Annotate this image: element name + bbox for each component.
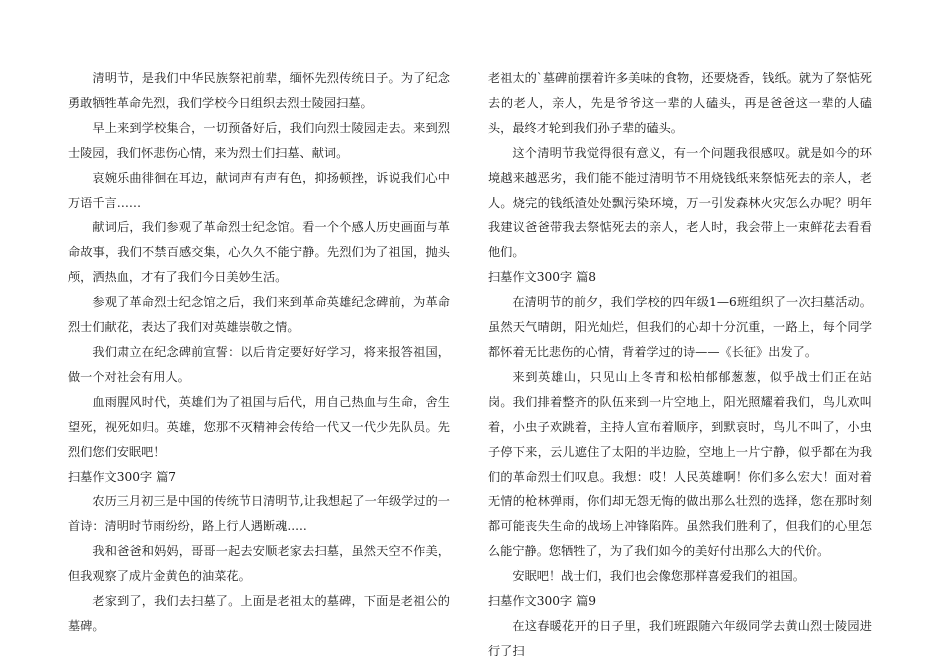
paragraph: 参观了革命烈士纪念馆之后，我们来到革命英雄纪念碑前，为革命烈士们献花，表达了我们对英雄崇敬之情。 [68,295,450,335]
paragraph: 农历三月初三是中国的传统节日清明节,让我想起了一年级学过的一首诗：清明时节雨纷纷，路上行人遇断魂..... [68,494,450,534]
paragraph: 献词后，我们参观了革命烈士纪念馆。看一个个感人历史画面与革命故事，我们不禁百感交集，心久久不能宁静。先烈们为了祖国，抛头颅，洒热血，才有了我们今日美妙生活。 [68,220,450,285]
section-heading: 扫墓作文300字 篇7 [68,469,177,484]
paragraph: 在清明节的前夕，我们学校的四年级1—6班组织了一次扫墓活动。虽然天气晴朗，阳光灿烂，但我们的心却十分沉重，一路上，每个同学都怀着无比悲伤的心情，背着学过的诗——《长征》出发了。 [488,295,872,359]
paragraph: 在这春暖花开的日子里，我们班跟随六年级同学去黄山烈士陵园进行了扫 [488,618,872,658]
section-heading: 扫墓作文300字 篇9 [488,594,597,609]
paragraph: 清明节，是我们中华民族祭祀前辈，缅怀先烈传统日子。为了纪念勇敢牺牲革命先烈，我们学校今日组织去烈士陵园扫墓。 [68,71,450,110]
paragraph: 血雨腥风时代，英雄们为了祖国与后代，用自己热血与生命，舍生望死，视死如归。英雄，您那不灭精神会传给一代又一代少先队员。先烈们您们安眠吧！ [68,394,450,459]
paragraph: 我和爸爸和妈妈，哥哥一起去安顺老家去扫墓，虽然天空不作美，但我观察了成片金黄色的油菜花。 [68,544,450,584]
paragraph: 安眠吧！战士们，我们也会像您那样喜爱我们的祖国。 [512,569,805,584]
right-column [488,66,872,664]
paragraph: 来到英雄山，只见山上冬青和松柏郁郁葱葱，似乎战士们正在站岗。我们排着整齐的队伍来到一片空地上，阳光照耀着我们，鸟儿欢叫着，小虫子欢跳着，主持人宣布着顺序，到默哀时，鸟儿不叫了，小虫子停下来，云儿遮住了太阳的半边脸，空地上一片宁静，似乎都在为我们的革命烈士们叹息。我想：哎！人民英雄啊！你们多么宏大！面对着无情的枪林弹雨，你们却无怨无悔的做出那么壮烈的选择，您在那时刻都可能丧失生命的战场上冲锋陷阵。虽然我们胜利了，但我们的心里怎么能宁静。您牺牲了，为了我们如今的美好付出那么大的代价。 [488,369,872,559]
paragraph: 我们肃立在纪念碑前宣誓：以后肯定要好好学习，将来报答祖国，做一个对社会有用人。 [68,344,450,384]
paragraph: 这个清明节我觉得很有意义，有一个问题我很感叹。就是如今的环境越来越恶劣，我们能不能过清明节不用烧钱纸来祭惦死去的亲人，老人。烧完的钱纸渣处处飘污染环境，万一引发森林火灾怎么办呢？明年我建议爸爸带我去祭惦死去的亲人，老人时，我会带上一束鲜花去看看他们。 [488,145,872,260]
left-column [68,66,450,639]
paragraph-continued: 老祖太的`墓碑前摆着许多美味的食物，还要烧香，钱纸。就为了祭惦死去的老人，亲人，先是爷爷这一辈的人磕头，再是爸爸这一辈的人磕头，最终才轮到我们孙子辈的磕头。 [488,71,872,135]
paragraph: 早上来到学校集合，一切预备好后，我们向烈士陵园走去。来到烈士陵园，我们怀悲伤心情，来为烈士们扫墓、献词。 [68,120,450,160]
paragraph: 老家到了，我们去扫墓了。上面是老祖太的墓碑，下面是老祖公的墓碑。 [68,594,450,633]
paragraph: 哀婉乐曲徘徊在耳边，献词声有声有色，抑扬顿挫，诉说我们心中万语千言…… [68,170,450,210]
section-heading: 扫墓作文300字 篇8 [488,270,597,285]
